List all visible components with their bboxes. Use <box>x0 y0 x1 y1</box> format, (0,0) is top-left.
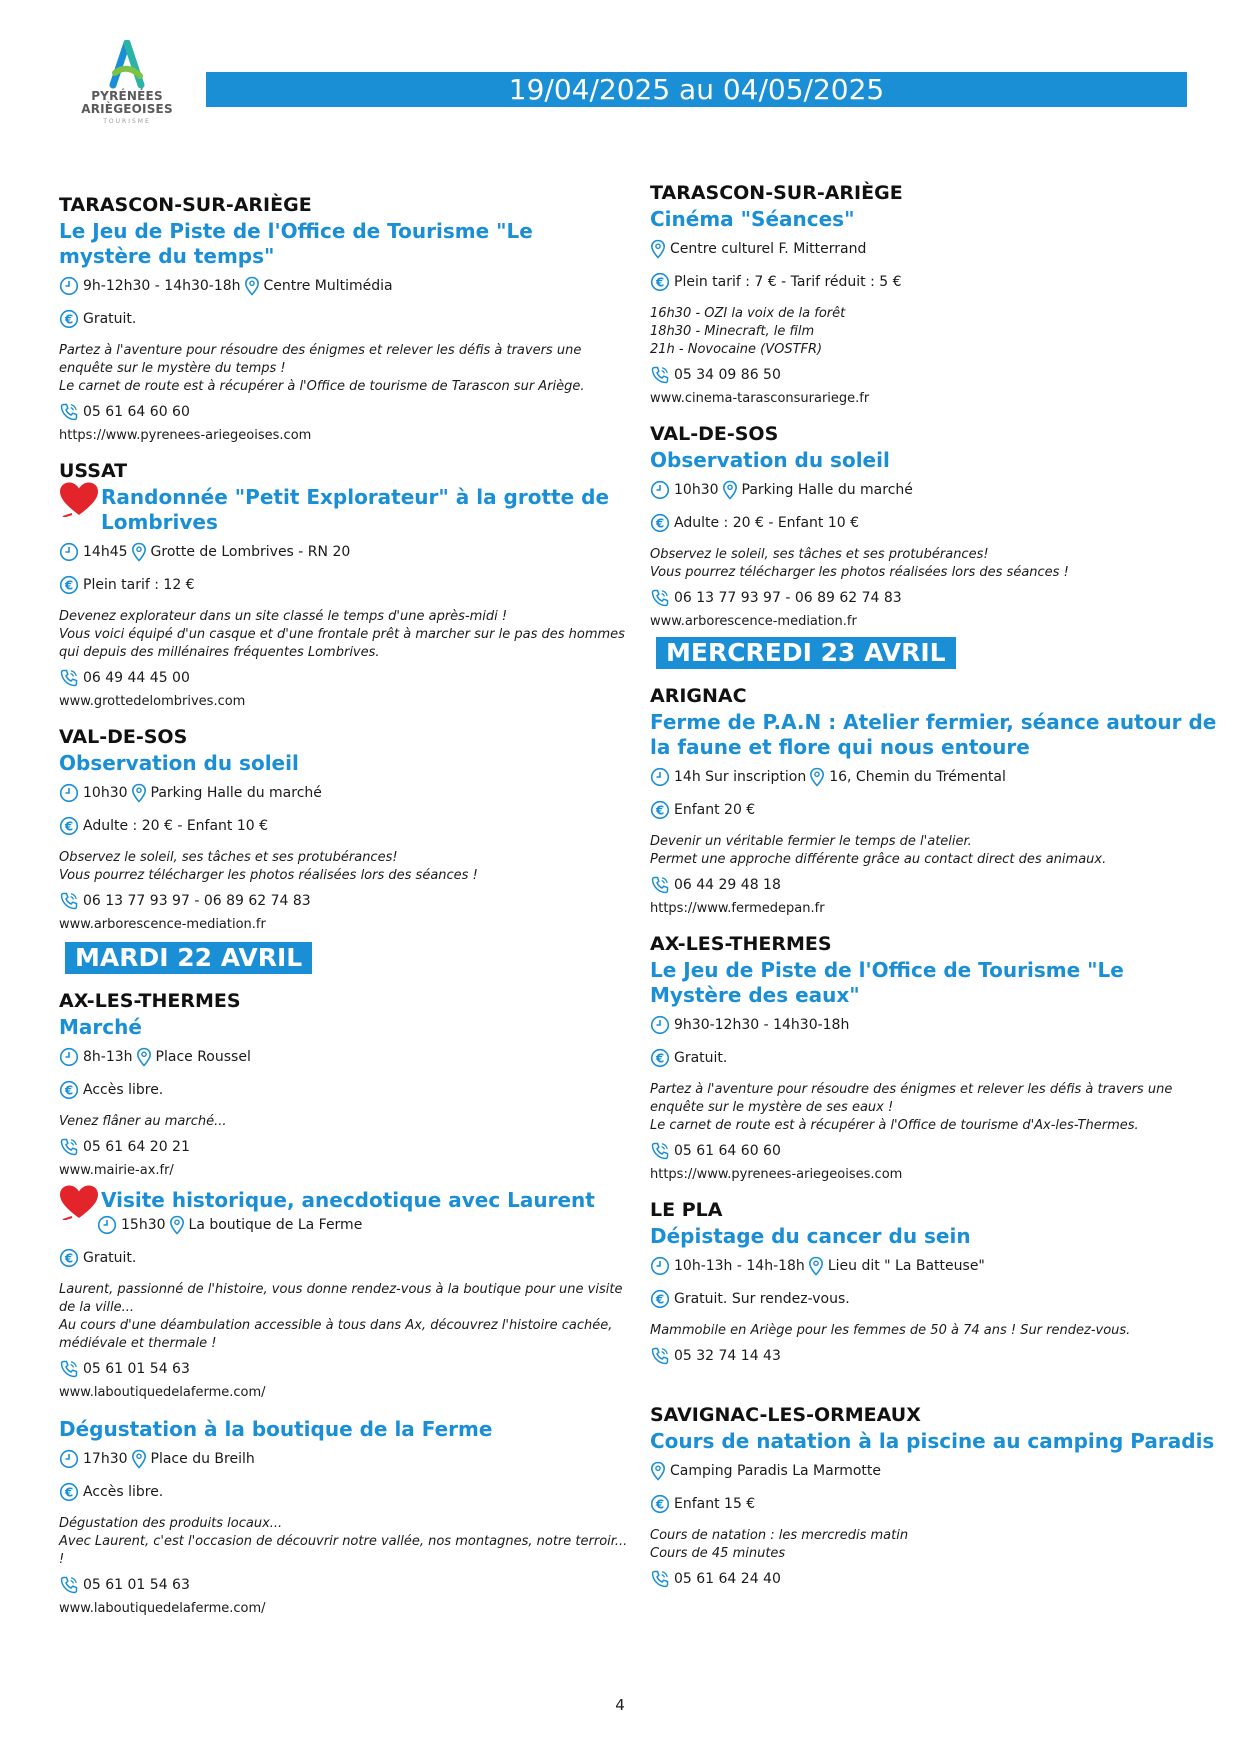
event-description <box>59 1113 629 1131</box>
event-title: Observation du soleil <box>59 751 299 775</box>
event-website-link[interactable]: www.arborescence-mediation.fr <box>650 614 857 629</box>
phone-icon <box>650 1569 670 1589</box>
description-line: Cours de natation : les mercredis matin <box>650 1528 909 1543</box>
description-line: Le carnet de route est à récupérer à l'Office de tourisme de Tarascon sur Ariège. <box>59 379 585 394</box>
event-title: Le Jeu de Piste de l'Office de Tourisme "Le Mystère des eaux" <box>650 958 1124 1007</box>
description-line: Vous voici équipé d'un casque et d'une frontale prêt à marcher sur le pas des hommes qui depuis des millénaires fréquentes Lombrives. <box>59 627 625 660</box>
phone-icon <box>650 365 670 385</box>
event-city: LE PLA <box>650 1199 723 1221</box>
day-heading: MARDI 22 AVRIL <box>65 942 312 974</box>
event-time: 10h30 <box>83 785 128 801</box>
clock-icon <box>650 1015 670 1035</box>
euro-icon <box>59 1080 79 1100</box>
location-pin-icon <box>131 542 147 562</box>
event-place: 16, Chemin du Trémental <box>829 769 1006 785</box>
logo-mark-icon <box>107 40 147 90</box>
clock-icon <box>650 480 670 500</box>
description-line: Mammobile en Ariège pour les femmes de 50 à 74 ans ! Sur rendez-vous. <box>650 1323 1131 1338</box>
heart-icon <box>59 1184 99 1220</box>
location-pin-icon <box>650 1461 666 1481</box>
event-price: Gratuit. <box>674 1050 728 1066</box>
event-city: USSAT <box>59 460 128 482</box>
event-phone[interactable]: 05 61 64 60 60 <box>674 1143 781 1159</box>
event-block <box>650 1404 1220 1589</box>
euro-icon <box>59 575 79 595</box>
event-title: Cours de natation à la piscine au camping Paradis <box>650 1429 1215 1453</box>
phone-icon <box>59 1359 79 1379</box>
event-phone[interactable]: 06 49 44 45 00 <box>83 670 190 686</box>
event-phone[interactable]: 05 61 64 60 60 <box>83 404 190 420</box>
event-description <box>650 546 1220 582</box>
location-pin-icon <box>169 1215 185 1235</box>
description-line: Vous pourrez télécharger les photos réalisées lors des séances ! <box>59 868 478 883</box>
event-city: AX-LES-THERMES <box>650 933 832 955</box>
event-block <box>59 1188 629 1400</box>
event-place: Place Roussel <box>155 1049 251 1065</box>
description-line: Observez le soleil, ses tâches et ses protubérances! <box>650 547 989 562</box>
event-block <box>650 1199 1220 1366</box>
event-block <box>59 194 629 443</box>
euro-icon <box>59 1248 79 1268</box>
description-line: Le carnet de route est à récupérer à l'Office de tourisme d'Ax-les-Thermes. <box>650 1118 1139 1133</box>
event-description <box>650 1527 1220 1563</box>
phone-icon <box>59 668 79 688</box>
event-title-favorite <box>59 485 629 535</box>
description-line: Devenez explorateur dans un site classé le temps d'une après-midi ! <box>59 609 508 624</box>
description-line: Partez à l'aventure pour résoudre des énigmes et relever les défis à travers une enquête sur le mystère du temps ! <box>59 343 582 376</box>
event-place: Centre culturel F. Mitterrand <box>670 241 867 257</box>
location-pin-icon <box>136 1047 152 1067</box>
event-block <box>59 460 629 709</box>
euro-icon <box>59 816 79 836</box>
event-phone[interactable]: 06 44 29 48 18 <box>674 877 781 893</box>
phone-icon <box>650 1346 670 1366</box>
location-pin-icon <box>131 1449 147 1469</box>
description-line: Devenir un véritable fermier le temps de l'atelier. <box>650 834 972 849</box>
event-title: Dégustation à la boutique de la Ferme <box>59 1417 493 1441</box>
event-phone[interactable]: 05 34 09 86 50 <box>674 367 781 383</box>
description-line: Au cours d'une déambulation accessible à tous dans Ax, découvrez l'histoire cachée, médiévale et thermale ! <box>59 1318 613 1351</box>
event-description <box>650 305 1220 359</box>
euro-icon <box>650 1048 670 1068</box>
brand-logo <box>68 40 186 125</box>
event-city: AX-LES-THERMES <box>59 990 241 1012</box>
euro-icon <box>59 1482 79 1502</box>
event-website-link[interactable]: www.grottedelombrives.com <box>59 694 246 709</box>
event-title: Marché <box>59 1015 142 1039</box>
event-website-link[interactable]: https://www.pyrenees-ariegeoises.com <box>59 428 312 443</box>
event-price: Enfant 20 € <box>674 802 756 818</box>
event-block <box>650 182 1220 406</box>
event-city: SAVIGNAC-LES-ORMEAUX <box>650 1404 921 1426</box>
event-website-link[interactable]: www.cinema-tarasconsurariege.fr <box>650 391 870 406</box>
location-pin-icon <box>244 276 260 296</box>
phone-icon <box>59 402 79 422</box>
event-price: Plein tarif : 7 € - Tarif réduit : 5 € <box>674 274 902 290</box>
event-website-link[interactable]: www.arborescence-mediation.fr <box>59 917 266 932</box>
event-title: Dépistage du cancer du sein <box>650 1224 971 1248</box>
description-line: Observez le soleil, ses tâches et ses protubérances! <box>59 850 398 865</box>
event-place: Grotte de Lombrives - RN 20 <box>150 544 351 560</box>
description-line: Partez à l'aventure pour résoudre des énigmes et relever les défis à travers une enquête sur le mystère de ses eaux ! <box>650 1082 1173 1115</box>
event-title: Cinéma "Séances" <box>650 207 855 231</box>
event-city: VAL-DE-SOS <box>59 726 188 748</box>
event-description <box>59 1515 629 1569</box>
event-time: 15h30 <box>121 1217 166 1233</box>
event-price: Adulte : 20 € - Enfant 10 € <box>83 818 269 834</box>
event-description <box>59 608 629 662</box>
event-description <box>650 1322 1220 1340</box>
event-description <box>59 849 629 885</box>
location-pin-icon <box>809 767 825 787</box>
description-line: 21h - Novocaine (VOSTFR) <box>650 342 823 357</box>
event-price: Plein tarif : 12 € <box>83 577 195 593</box>
description-line: 16h30 - OZI la voix de la forêt <box>650 306 846 321</box>
event-time: 10h-13h - 14h-18h <box>674 1258 805 1274</box>
event-description <box>650 1081 1220 1135</box>
event-time: 14h45 <box>83 544 128 560</box>
event-place: Place du Breilh <box>150 1451 255 1467</box>
heart-icon <box>59 481 99 517</box>
event-time: 9h-12h30 - 14h30-18h <box>83 278 241 294</box>
event-price: Gratuit. Sur rendez-vous. <box>674 1291 850 1307</box>
logo-text-line1: PYRÉNÉES <box>91 89 163 103</box>
description-line: 18h30 - Minecraft, le film <box>650 324 815 339</box>
event-place: Centre Multimédia <box>263 278 393 294</box>
clock-icon <box>59 276 79 296</box>
clock-icon <box>59 783 79 803</box>
clock-icon <box>59 542 79 562</box>
date-range-banner: 19/04/2025 au 04/05/2025 <box>206 72 1187 107</box>
euro-icon <box>650 513 670 533</box>
euro-icon <box>650 272 670 292</box>
phone-icon <box>650 588 670 608</box>
event-title: Randonnée "Petit Explorateur" à la grotte de Lombrives <box>101 485 610 534</box>
event-website-link[interactable]: https://www.pyrenees-ariegeoises.com <box>650 1167 903 1182</box>
event-description <box>59 342 629 396</box>
description-line: Cours de 45 minutes <box>650 1546 786 1561</box>
phone-icon <box>650 1141 670 1161</box>
description-line: Avec Laurent, c'est l'occasion de découvrir notre vallée, nos montagnes, notre terroir... ! <box>59 1534 628 1567</box>
event-phone[interactable]: 05 61 64 20 21 <box>83 1139 190 1155</box>
phone-icon <box>650 875 670 895</box>
description-line: Dégustation des produits locaux... <box>59 1516 283 1531</box>
right-column <box>650 182 1220 1595</box>
event-block <box>650 423 1220 629</box>
description-line: Venez flâner au marché... <box>59 1114 227 1129</box>
event-title-favorite <box>59 1188 629 1213</box>
event-website-link[interactable]: www.laboutiquedelaferme.com/ <box>59 1385 266 1400</box>
phone-icon <box>59 1137 79 1157</box>
event-place: La boutique de La Ferme <box>188 1217 363 1233</box>
left-column <box>59 194 629 1633</box>
event-phone[interactable]: 06 13 77 93 97 - 06 89 62 74 83 <box>83 893 311 909</box>
day-heading: MERCREDI 23 AVRIL <box>656 637 956 669</box>
location-pin-icon <box>722 480 738 500</box>
phone-icon <box>59 1575 79 1595</box>
event-title: Visite historique, anecdotique avec Laurent <box>101 1188 595 1212</box>
event-place: Parking Halle du marché <box>150 785 322 801</box>
euro-icon <box>650 1494 670 1514</box>
event-time: 10h30 <box>674 482 719 498</box>
event-title: Observation du soleil <box>650 448 890 472</box>
clock-icon <box>97 1215 117 1235</box>
event-description <box>59 1281 629 1353</box>
event-block <box>59 1417 629 1616</box>
event-price: Accès libre. <box>83 1082 164 1098</box>
event-title: Ferme de P.A.N : Atelier fermier, séance autour de la faune et flore qui nous entoure <box>650 710 1217 759</box>
location-pin-icon <box>808 1256 824 1276</box>
page-number: 4 <box>615 1696 625 1714</box>
event-time: 17h30 <box>83 1451 128 1467</box>
location-pin-icon <box>131 783 147 803</box>
event-city: ARIGNAC <box>650 685 747 707</box>
clock-icon <box>650 767 670 787</box>
euro-icon <box>650 800 670 820</box>
event-price: Accès libre. <box>83 1484 164 1500</box>
event-price: Gratuit. <box>83 1250 137 1266</box>
event-phone[interactable]: 05 61 64 24 40 <box>674 1571 781 1587</box>
event-website-link[interactable]: https://www.fermedepan.fr <box>650 901 825 916</box>
euro-icon <box>650 1289 670 1309</box>
description-line: Permet une approche différente grâce au contact direct des animaux. <box>650 852 1107 867</box>
event-block <box>59 726 629 932</box>
event-website-link[interactable]: www.laboutiquedelaferme.com/ <box>59 1601 266 1616</box>
event-city: VAL-DE-SOS <box>650 423 779 445</box>
event-block <box>59 990 629 1178</box>
event-block <box>650 685 1220 916</box>
event-website-link[interactable]: www.mairie-ax.fr/ <box>59 1163 174 1178</box>
event-price: Gratuit. <box>83 311 137 327</box>
event-time: 8h-13h <box>83 1049 133 1065</box>
event-phone[interactable]: 06 13 77 93 97 - 06 89 62 74 83 <box>674 590 902 606</box>
clock-icon <box>59 1449 79 1469</box>
description-line: Laurent, passionné de l'histoire, vous donne rendez-vous à la boutique pour une visite de la ville... <box>59 1282 623 1315</box>
phone-icon <box>59 891 79 911</box>
euro-icon <box>59 309 79 329</box>
event-price: Adulte : 20 € - Enfant 10 € <box>674 515 860 531</box>
event-phone[interactable]: 05 32 74 14 43 <box>674 1348 781 1364</box>
clock-icon <box>650 1256 670 1276</box>
description-line: Vous pourrez télécharger les photos réalisées lors des séances ! <box>650 565 1069 580</box>
event-price: Enfant 15 € <box>674 1496 756 1512</box>
event-city: TARASCON-SUR-ARIÈGE <box>59 194 312 216</box>
event-place: Parking Halle du marché <box>741 482 913 498</box>
event-title: Le Jeu de Piste de l'Office de Tourisme "Le mystère du temps" <box>59 219 533 268</box>
event-phone[interactable]: 05 61 01 54 63 <box>83 1361 190 1377</box>
logo-text-line2: ARIÈGEOISES <box>81 102 173 116</box>
event-description <box>650 833 1220 869</box>
clock-icon <box>59 1047 79 1067</box>
location-pin-icon <box>650 239 666 259</box>
event-place: Camping Paradis La Marmotte <box>670 1463 882 1479</box>
event-city: TARASCON-SUR-ARIÈGE <box>650 182 903 204</box>
event-time: 14h Sur inscription <box>674 769 807 785</box>
logo-text-line3: TOURISME <box>103 118 151 125</box>
event-block <box>650 933 1220 1182</box>
event-time: 9h30-12h30 - 14h30-18h <box>674 1017 850 1033</box>
event-phone[interactable]: 05 61 01 54 63 <box>83 1577 190 1593</box>
event-place: Lieu dit " La Batteuse" <box>827 1258 985 1274</box>
